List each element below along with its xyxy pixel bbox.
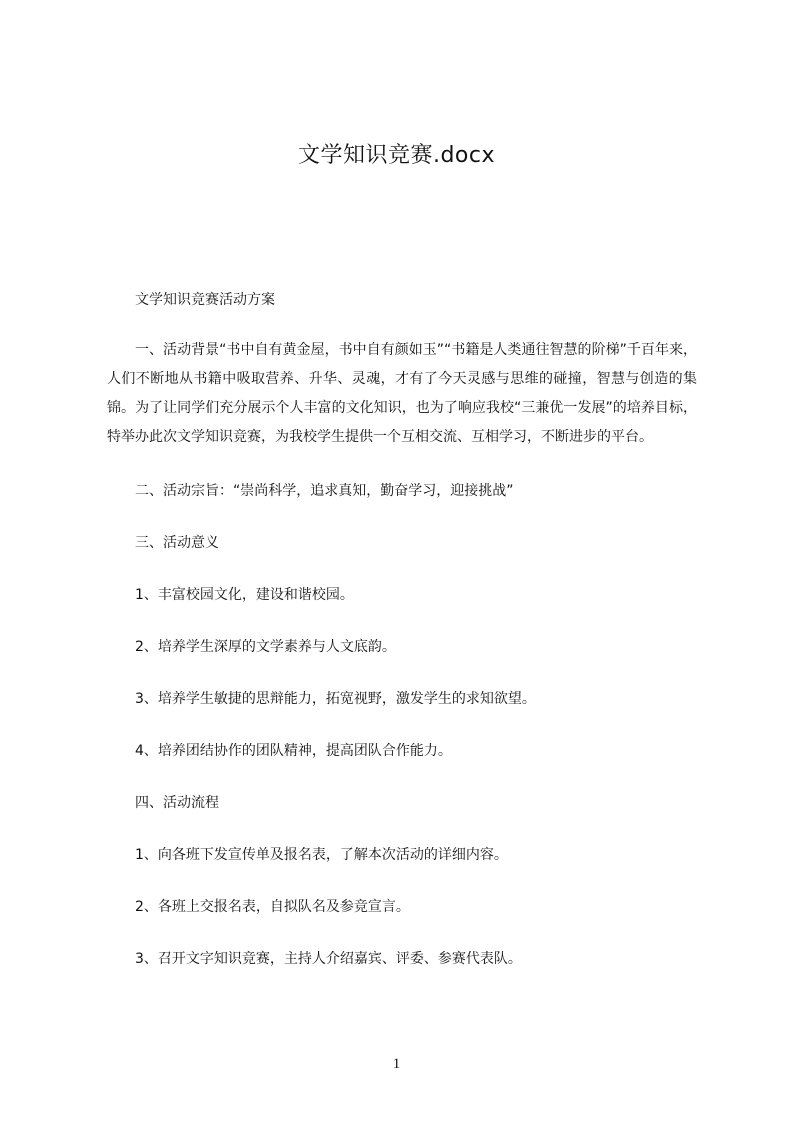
process-item-3: 3、召开文字知识竞赛，主持人介绍嘉宾、评委、参赛代表队。: [135, 951, 522, 967]
section-purpose-paragraph: 二、活动宗旨：“崇尚科学，追求真知，勤奋学习，迎接挑战”: [135, 483, 514, 499]
process-item-2: 2、各班上交报名表，自拟队名及参竞宣言。: [135, 899, 410, 915]
document-title: 文学知识竞赛.docx: [297, 143, 496, 168]
section-process-heading: 四、活动流程: [135, 795, 219, 811]
significance-item-1: 1、丰富校园文化，建设和谐校园。: [135, 587, 354, 603]
process-item-1: 1、向各班下发宣传单及报名表，了解本次活动的详细内容。: [135, 847, 508, 863]
page-number: 1: [392, 1056, 401, 1072]
significance-item-2: 2、培养学生深厚的文学素养与人文底韵。: [135, 639, 396, 655]
plan-heading: 文学知识竞赛活动方案: [135, 292, 275, 308]
significance-item-3: 3、培养学生敏捷的思辩能力，拓宽视野，激发学生的求知欲望。: [135, 691, 536, 707]
section-background-paragraph: 一、活动背景“书中自有黄金屋，书中自有颜如玉”“书籍是人类通往智慧的阶梯”千百年来，人们不断地从书籍中吸取营养、升华、灵魂，才有了今天灵感与思维的碰撞，智慧与创造的集锦。为了让同学们充分展示个人丰富的文化知识，也为了响应我校“三兼优一发展”的培养目标，特举办此次文学知识竞赛，为我校学生提供一个互相交流、互相学习，不断进步的平台。: [107, 342, 697, 445]
section-significance-heading: 三、活动意义: [135, 535, 219, 551]
document-body: [107, 286, 697, 974]
significance-item-4: 4、培养团结协作的团队精神，提高团队合作能力。: [135, 743, 452, 759]
